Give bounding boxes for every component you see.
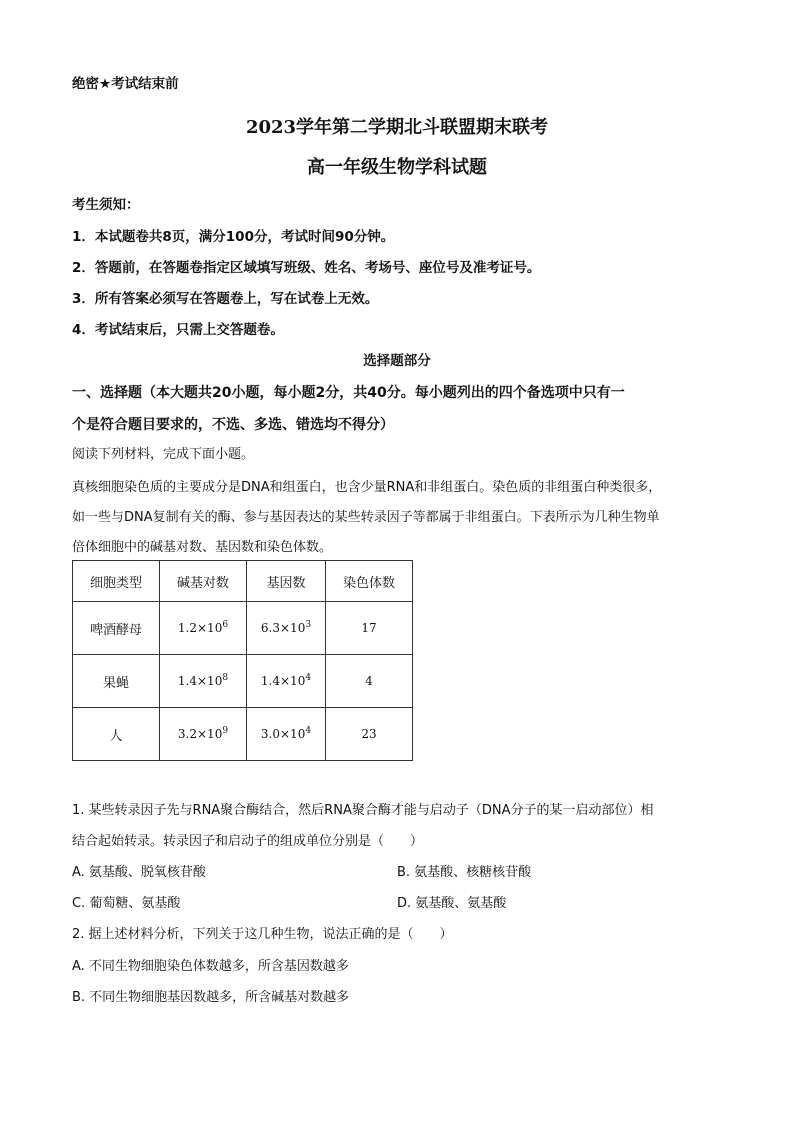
material-intro: 阅读下列材料，完成下面小题。: [72, 447, 255, 462]
cell-base-pairs: [160, 602, 247, 655]
question-1-stem: 结合起始转录。转录因子和启动子的组成单位分别是（ ）: [72, 834, 424, 849]
note-item: 2．答题前，在答题卷指定区域填写班级、姓名、考场号、座位号及准考证号。: [72, 260, 541, 276]
cell-chromosome-count: 4: [326, 655, 413, 708]
cell-chromosome-count: 17: [326, 602, 413, 655]
sci-base: 3.2×10: [177, 727, 223, 741]
note-item: 4．考试结束后，只需上交答题卷。: [72, 322, 284, 338]
table-header: 碱基对数: [160, 561, 247, 602]
sci-exponent: 4: [305, 726, 312, 736]
sci-exponent: 4: [305, 673, 312, 683]
material-line: 如一些与DNA复制有关的酶、参与基因表达的某些转录因子等都属于非组蛋白。下表所示为几种生物单: [72, 510, 660, 525]
note-item: 3．所有答案必须写在答题卷上，写在试卷上无效。: [72, 291, 379, 307]
table-header-row: [73, 561, 413, 602]
table-header: 基因数: [247, 561, 326, 602]
sci-exponent: 6: [222, 620, 229, 630]
material-line: 倍体细胞中的碱基对数、基因数和染色体数。: [72, 540, 333, 555]
sci-base: 3.0×10: [260, 727, 306, 741]
table-row: [73, 708, 413, 761]
exam-title: 2023学年第二学期北斗联盟期末联考: [245, 117, 549, 138]
table-row: [73, 602, 413, 655]
sci-base: 6.3×10: [260, 621, 306, 635]
sci-exponent: 8: [222, 673, 229, 683]
data-table: [72, 560, 413, 761]
sci-base: 1.4×10: [260, 674, 306, 688]
notes-heading: 考生须知：: [72, 197, 140, 213]
q2-option-b: B. 不同生物细胞基因数越多，所含碱基对数越多: [72, 990, 350, 1005]
q1-option-c: C. 葡萄糖、氨基酸: [72, 896, 181, 911]
cell-cell-type: 啤酒酵母: [73, 602, 160, 655]
q1-option-d: D. 氨基酸、氨基酸: [397, 896, 507, 911]
cell-cell-type: 果蝇: [73, 655, 160, 708]
q1-option-b: B. 氨基酸、核糖核苷酸: [397, 865, 532, 880]
cell-gene-count: [247, 655, 326, 708]
cell-gene-count: [247, 708, 326, 761]
section-line: 一、选择题（本大题共20小题，每小题2分，共40分。每小题列出的四个备选项中只有一: [72, 385, 625, 401]
sci-exponent: 3: [305, 620, 312, 630]
question-1-stem: 1. 某些转录因子先与RNA聚合酶结合，然后RNA聚合酶才能与启动子（DNA分子的某一启动部位）相: [72, 803, 654, 818]
q1-option-a: A. 氨基酸、脱氧核苷酸: [72, 865, 206, 880]
confidential-label: 绝密★考试结束前: [72, 76, 179, 92]
cell-base-pairs: [160, 655, 247, 708]
table-header: 细胞类型: [73, 561, 160, 602]
cell-gene-count: [247, 602, 326, 655]
sci-base: 1.2×10: [177, 621, 223, 635]
table-row: [73, 655, 413, 708]
material-line: 真核细胞染色质的主要成分是DNA和组蛋白，也含少量RNA和非组蛋白。染色质的非组蛋白种类很多，: [72, 480, 662, 495]
part-title: 选择题部分: [363, 353, 431, 369]
exam-subtitle: 高一年级生物学科试题: [307, 157, 487, 178]
sci-exponent: 9: [222, 726, 229, 736]
question-2-stem: 2. 据上述材料分析，下列关于这几种生物，说法正确的是（ ）: [72, 927, 453, 942]
cell-base-pairs: [160, 708, 247, 761]
section-line: 个是符合题目要求的，不选、多选、错选均不得分）: [72, 417, 394, 433]
table-header: 染色体数: [326, 561, 413, 602]
cell-chromosome-count: 23: [326, 708, 413, 761]
sci-base: 1.4×10: [177, 674, 223, 688]
cell-cell-type: 人: [73, 708, 160, 761]
note-item: 1．本试题卷共8页，满分100分，考试时间90分钟。: [72, 229, 395, 245]
section-instructions: [72, 377, 724, 441]
q2-option-a: A. 不同生物细胞染色体数越多，所含基因数越多: [72, 959, 349, 974]
